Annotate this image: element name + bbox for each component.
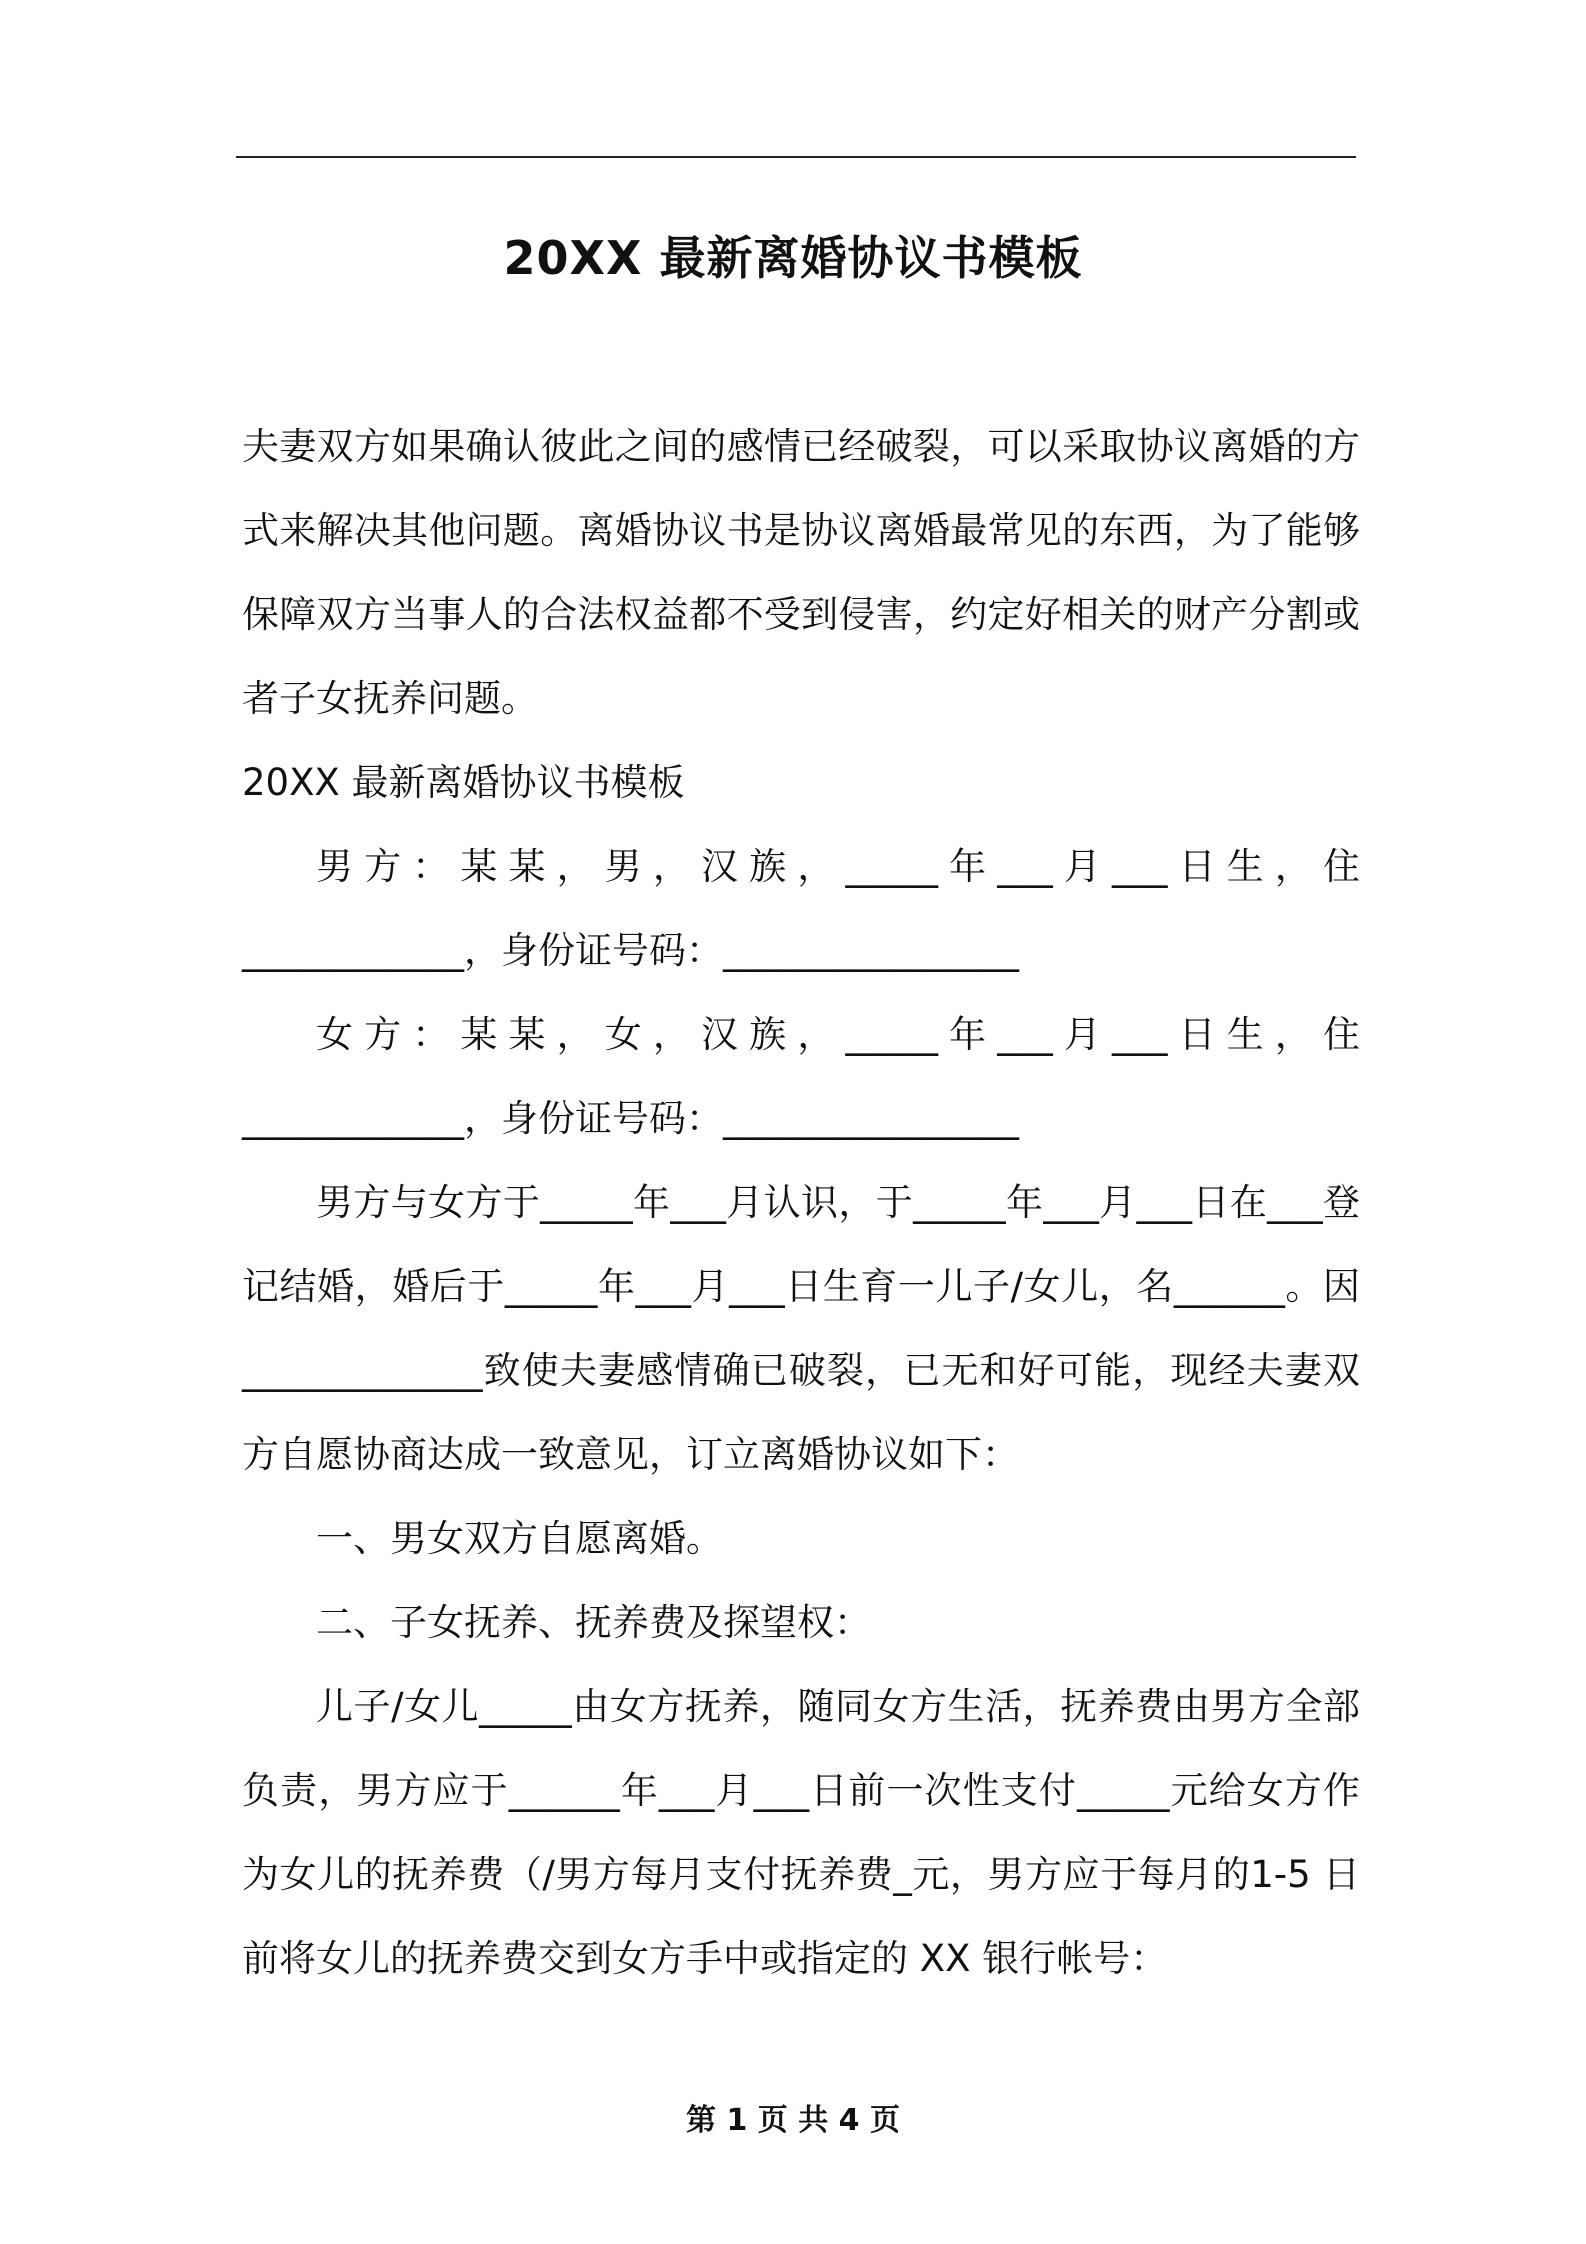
header-rule: [236, 156, 1356, 158]
page-number: 第 1 页 共 4 页: [686, 2103, 900, 2138]
background-paragraph: 男方与女方于_____年___月认识，于_____年___月___日在___登记结婚，婚后于_____年___月___日生育一儿子/女儿，名______。因_____________致使夫妻感情确已破裂，已无和好可能，现经夫妻双方自愿协商达成一致意见，订立离婚协议如下：: [242, 1181, 1360, 1476]
male-party-paragraph: 男方：某某，男，汉族，_____年___月___日生，住____________，身份证号码：________________: [242, 845, 1360, 972]
clause-1: 一、男女双方自愿离婚。: [316, 1517, 723, 1560]
female-party-paragraph: 女方：某某，女，汉族，_____年___月___日生，住____________，身份证号码：________________: [242, 1013, 1360, 1140]
intro-paragraph: 夫妻双方如果确认彼此之间的感情已经破裂，可以采取协议离婚的方式来解决其他问题。离婚协议书是协议离婚最常见的东西，为了能够保障双方当事人的合法权益都不受到侵害，约定好相关的财产分割或者子女抚养问题。: [242, 425, 1360, 720]
document-body: [242, 405, 1360, 2001]
clause-2: 二、子女抚养、抚养费及探望权：: [316, 1601, 871, 1644]
custody-paragraph: 儿子/女儿_____由女方抚养，随同女方生活，抚养费由男方全部负责，男方应于______年___月___日前一次性支付_____元给女方作为女儿的抚养费（/男方每月支付抚养费_元，男方应于每月的1-5 日前将女儿的抚养费交到女方手中或指定的 XX 银行帐号：: [242, 1685, 1360, 1980]
document-title: 20XX 最新离婚协议书模板: [503, 231, 1083, 285]
subtitle: 20XX 最新离婚协议书模板: [242, 761, 685, 804]
